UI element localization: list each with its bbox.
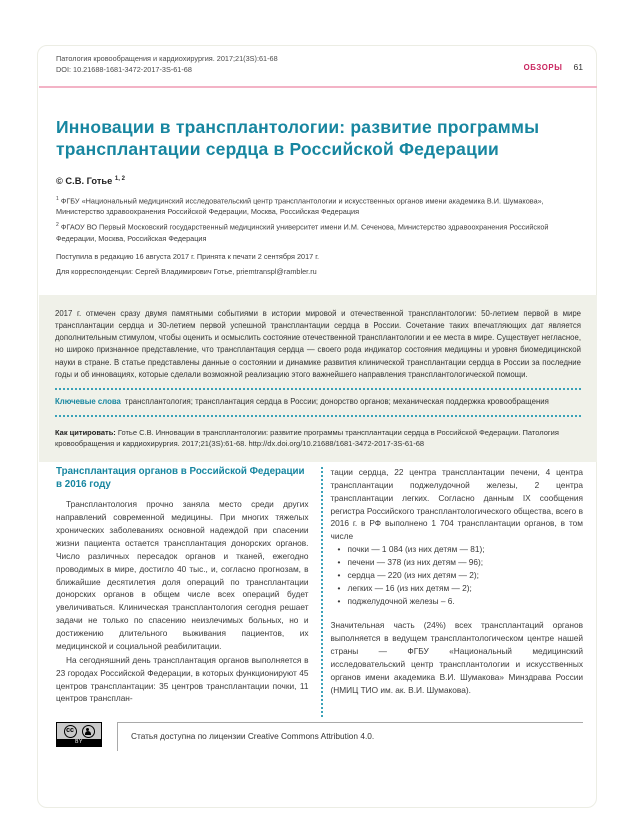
stat-liver: печени — 378 (из них детям — 96); xyxy=(347,557,484,568)
keywords-label: Ключевые слова xyxy=(55,396,121,406)
author-name: © С.В. Готье xyxy=(56,176,113,187)
paragraph-2: На сегодняшний день трансплантация органов выполняется в 23 городах Российской Федерации, в которых функционируют 45 центров трансплантации: 35 центров трансплантации почки, 11 центров трансплан- xyxy=(56,654,309,704)
cc-icon: cc xyxy=(64,725,77,738)
stat-kidney: почки — 1 084 (из них детям — 81); xyxy=(347,544,485,555)
author-affiliation-marks: 1, 2 xyxy=(114,176,125,182)
citation-text[interactable]: Готье С.В. Инновации в трансплантологии: развитие программы трансплантации сердца в Российской Федерации. Патология кровообращения и кардиохирургия. 2017;21(3S):61-68. http://dx.doi.org/10.21688/1681-3472-2017-3S-61-68 xyxy=(55,427,559,449)
stat-pancreas: поджелудочной железы – 6. xyxy=(347,595,455,606)
section-heading: Трансплантация органов в Российской Федерации в 2016 году xyxy=(56,466,305,490)
license-text: Статья доступна по лицензии Creative Commons Attribution 4.0. xyxy=(117,722,583,751)
abstract-box xyxy=(39,295,597,462)
list-item xyxy=(338,543,584,556)
affiliation-1-text: ФГБУ «Национальный медицинский исследовательский центр трансплантологии и искусственных органов имени академика В.И. Шумакова», Министерство здравоохранения Российской Федерации, Москва, Российская Федерация xyxy=(56,196,544,217)
page-footer xyxy=(56,722,583,751)
affiliation-2-marker: 2 xyxy=(56,222,59,229)
affiliation-2 xyxy=(56,222,586,244)
stat-lungs: легких — 16 (из них детям — 2); xyxy=(347,582,472,593)
article-meta xyxy=(56,196,586,281)
section-label: ОБЗОРЫ xyxy=(523,63,563,72)
list-item xyxy=(338,556,584,569)
page-header xyxy=(56,54,583,76)
affiliation-1-marker: 1 xyxy=(56,196,59,202)
affiliation-1 xyxy=(56,196,586,218)
keywords-line xyxy=(55,396,581,408)
journal-citation-line: Патология кровообращения и кардиохирургия. 2017;21(3S):61-68 xyxy=(56,54,278,63)
right-column xyxy=(331,466,584,705)
abstract-text: 2017 г. отмечен сразу двумя памятными событиями в истории мировой и отечественной трансплантологии: 50-летием первой в мире трансплантации сердца и 30-летием первой успешной трансплантации сердца в России. Сочетание таких впечатляющих дат является дополнительным стимулом, чтобы оценить и осмыслить состояние отечественной трансплантологии и ее места в мире. Существует негласное, но широко признанное представление, что трансплантация сердца — своего рода индикатор состояния медицины и уровня биомедицинской науки в стране. В статье представлены данные о состоянии и динамике развития клинической трансплантации сердца в России за последние годы и об инновациях, которые сделали возможной реализацию этого важнейшего направления трансплантологической помощи. xyxy=(55,309,581,379)
list-item xyxy=(338,569,584,582)
transplant-stats-list xyxy=(331,543,584,607)
keywords-text: трансплантология; трансплантация сердца в России; донорство органов; механическая поддержка кровообращения xyxy=(124,396,549,406)
received-dates: Поступила в редакцию 16 августа 2017 г. Принята к печати 2 сентября 2017 г. xyxy=(56,251,320,261)
dotted-divider-bottom xyxy=(55,415,581,417)
paragraph-1: Трансплантология прочно заняла место среди других направлений современной медицины. При многих тяжелых хронических заболеваниях основной надеждой при спасении жизни пациента остается трансплантация донорских органов. Число различных пересадок органов и тканей, ежегодно проводимых в мире, достигло 40 тыс., и, согласно прогнозам, в ближайшие десятилетия доля операций по трансплантации донорских органов в общем числе всех операций будет увеличиваться. Клиническая трансплантология сегодня решает задачи не только по спасению неизлечимых больных, но и достижению длительного выживания пациентов, их медицинской и социальной реабилитации. xyxy=(56,499,309,651)
cc-by-label: BY xyxy=(57,739,101,746)
cc-by-badge[interactable] xyxy=(56,722,102,747)
left-column xyxy=(56,466,309,705)
paragraph-3: тации сердца, 22 центра трансплантации печени, 4 центра трансплантации поджелудочной железы, 2 центра трансплантации легких. Согласно данным IX сообщения регистра Российского трансплантологического общества, всего в 2016 г. в РФ выполнено 1 704 трансплантации органов, в том числе xyxy=(330,467,583,542)
author-line xyxy=(56,176,125,186)
paragraph-4: Значительная часть (24%) всех трансплантаций органов выполняется в ведущем трансплантологическом центре нашей страны — ФГБУ «Национальный медицинский исследовательский центр трансплантологии и искусственных органов имени академика В.И. Шумакова» Минздрава России (НМИЦ ТИО им. ак. В.И. Шумакова). xyxy=(330,620,583,695)
journal-info xyxy=(56,54,278,76)
affiliation-2-text: ФГАОУ ВО Первый Московский государственный медицинский университет имени И.М. Сеченова, Министерство здравоохранения Российской Федерации, Москва, Российская Федерация xyxy=(56,222,549,243)
stat-heart: сердца — 220 (из них детям — 2); xyxy=(347,569,479,580)
list-item xyxy=(338,595,584,608)
dotted-divider-top xyxy=(55,388,581,390)
citation-line xyxy=(55,427,581,450)
article-title: Инновации в трансплантологии: развитие программы трансплантации сердца в Российской Федерации xyxy=(56,117,540,160)
header-right xyxy=(524,62,583,72)
citation-label: Как цитировать: xyxy=(55,427,116,437)
attribution-person-icon xyxy=(82,725,95,738)
doi-line: DOI: 10.21688-1681-3472-2017-3S-61-68 xyxy=(56,64,192,74)
list-item xyxy=(338,582,584,595)
correspondence-line[interactable]: Для корреспонденции: Сергей Владимирович Готье, priemtranspl@rambler.ru xyxy=(56,266,317,276)
header-divider-rule xyxy=(39,86,597,88)
page-number: 61 xyxy=(573,62,583,72)
article-body xyxy=(56,466,583,705)
